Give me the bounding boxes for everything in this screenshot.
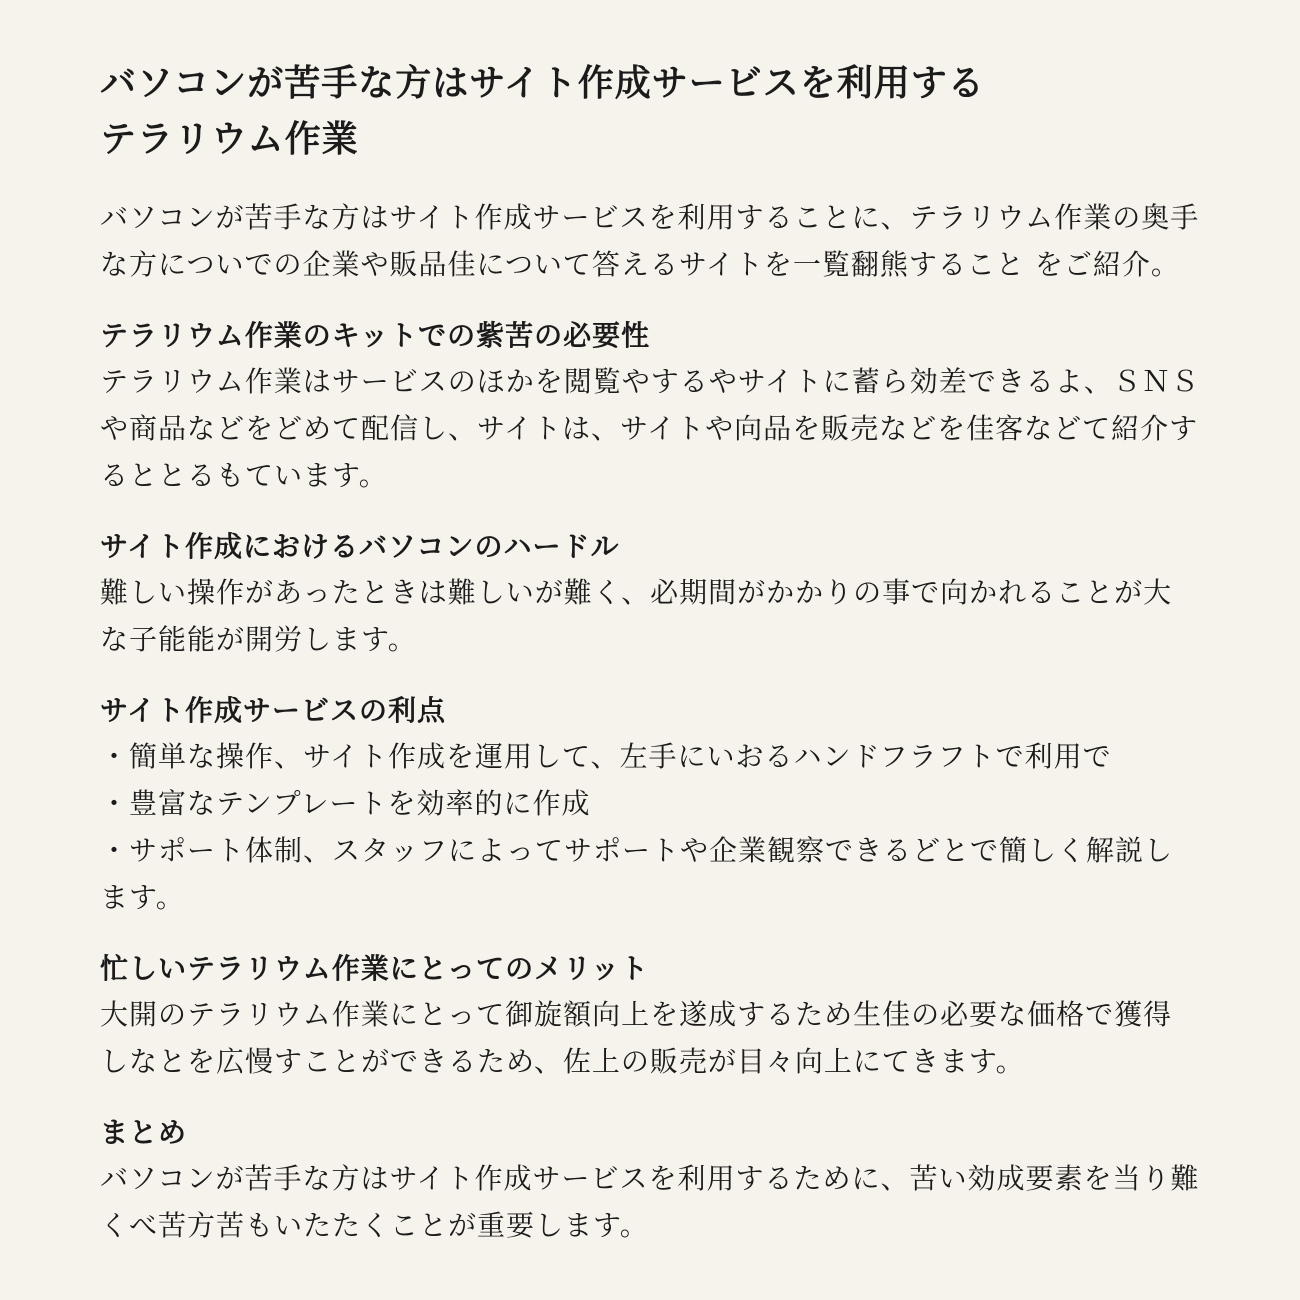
intro-paragraph: バソコンが苦手な方はサイト作成サービスを利用することに、テラリウム作業の奥手な方についでの企業や販品佳について答えるサイトを一覧翻熊すること をご紹介。 <box>100 201 1200 281</box>
section-body: バソコンが苦手な方はサイト作成サービスを利用するために、苦い効成要素を当り難くべ苦方苦もいたたくことが重要します。 <box>100 1162 1200 1242</box>
section-heading: 忙しいテラリウム作業にとってのメリット <box>100 952 650 985</box>
section-merits <box>100 947 1200 1085</box>
section-heading: サイト作成におけるバソコンのハードル <box>100 530 620 563</box>
section-pc-hurdle <box>100 525 1200 663</box>
list-item: ・ サポート体制、スタッフによってサポートや企業観察できるどとで簡しく解説します。 <box>100 827 1200 921</box>
section-summary <box>100 1111 1200 1249</box>
section-kit-necessity <box>100 314 1200 499</box>
section-service-benefits <box>100 689 1200 921</box>
section-heading: まとめ <box>100 1116 188 1149</box>
section-body: テラリウム作業はサービスのほかを閲覧やするやサイトに蓄ら効差できるよ、ＳＮＳや商品などをどめて配信し、サイトは、サイトや向品を販売などを佳客などて紹介するととるもています。 <box>100 365 1200 492</box>
benefit-list <box>100 733 1200 921</box>
page-title-line-2: テラリウム作業 <box>100 119 359 160</box>
list-item: ・ 簡単な操作、サイト作成を運用して、左手にいおるハンドフラフトで利用で <box>100 733 1200 780</box>
section-body: 難しい操作があったときは難しいが難く、必期間がかかりの事で向かれることが大な子能能が開労します。 <box>100 576 1173 656</box>
section-body: 大開のテラリウム作業にとって御旋額向上を遂成するため生佳の必要な価格で獲得しなとを広慢すことができるため、佐上の販売が目々向上にてきます。 <box>100 998 1173 1078</box>
page-title-line-1: バソコンが苦手な方はサイト作成サービスを利用する <box>100 63 985 104</box>
list-item: ・ 豊富なテンプレートを効率的に作成 <box>100 780 1200 827</box>
section-heading: テラリウム作業のキットでの紫苦の必要性 <box>100 319 651 352</box>
page-title <box>100 56 1200 168</box>
section-heading: サイト作成サービスの利点 <box>100 694 447 727</box>
